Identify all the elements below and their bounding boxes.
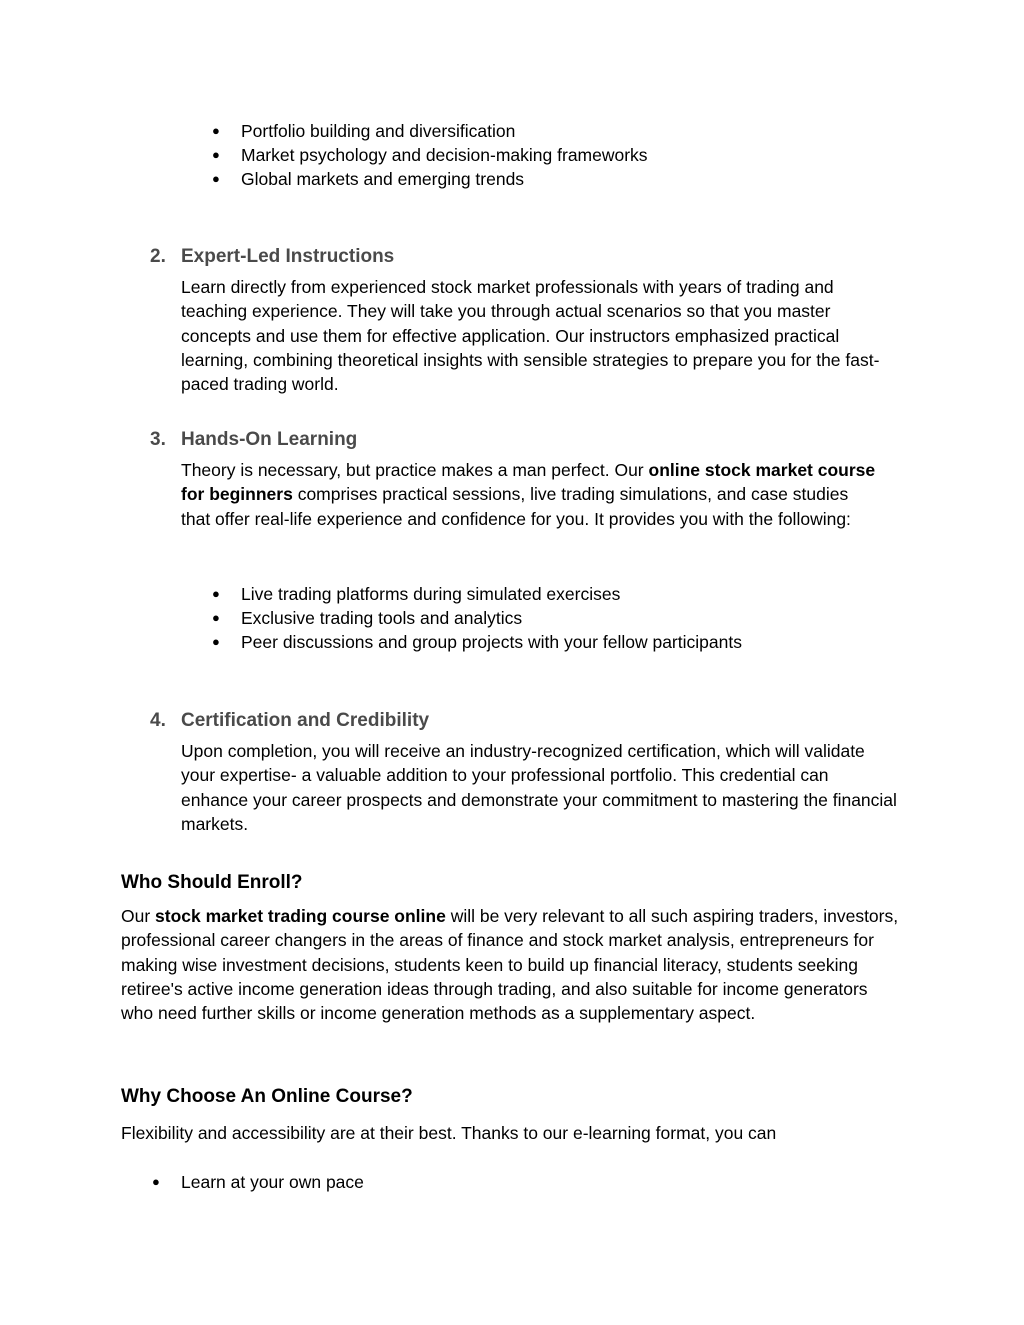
bullet-icon: ● bbox=[212, 171, 220, 186]
list-item: ● Peer discussions and group projects with your fellow participants bbox=[212, 632, 742, 652]
expert-led-paragraph: Learn directly from experienced stock market professionals with years of trading and teaching experience. They will take you through actual scenarios so that you master concepts and use them for effective application. Our instructors emphasized practical learning, combining theoretical insights with sensible strategies to prepare you for the fast-paced trading world. bbox=[181, 277, 880, 395]
hands-on-bullet-list bbox=[212, 582, 742, 654]
list-item: ● Market psychology and decision-making frameworks bbox=[212, 145, 648, 165]
certification-paragraph: Upon completion, you will receive an industry-recognized certification, which will validate your expertise- a valuable addition to your professional portfolio. This credential can enhance your career prospects and demonstrate your commitment to mastering the financial markets. bbox=[181, 741, 897, 834]
section-heading-expert-led: 2. Expert-Led Instructions bbox=[150, 246, 395, 267]
bullet-icon: ● bbox=[212, 586, 220, 601]
bold-keyword: stock market trading course online bbox=[155, 906, 446, 926]
list-item: ● Portfolio building and diversification bbox=[212, 121, 516, 141]
list-item: ● Exclusive trading tools and analytics bbox=[212, 608, 523, 628]
bullet-icon: ● bbox=[212, 634, 220, 649]
bullet-icon: ● bbox=[152, 1174, 160, 1189]
heading-why-online-course: Why Choose An Online Course? bbox=[121, 1086, 413, 1107]
heading-who-should-enroll: Who Should Enroll? bbox=[121, 872, 303, 893]
enroll-paragraph: Our stock market trading course online will be very relevant to all such aspiring traders, investors, professional career changers in the areas of finance and stock market analysis, entrepreneurs for making wise investment decisions, students keen to build up financial literacy, students seeking retiree's active income generation ideas through trading, and also suitable for income generators who need further skills or income generation methods as a supplementary aspect. bbox=[121, 906, 899, 1024]
bullet-icon: ● bbox=[212, 123, 220, 138]
top-bullet-list bbox=[212, 119, 648, 191]
online-intro-paragraph: Flexibility and accessibility are at their best. Thanks to our e-learning format, you can bbox=[121, 1123, 777, 1143]
hands-on-paragraph: Theory is necessary, but practice makes a man perfect. Our online stock market course for beginners comprises practical sessions, live trading simulations, and case studies that offer real-life experience and confidence for you. It provides you with the following: bbox=[181, 460, 876, 529]
bold-keyword: online stock market course for beginners bbox=[181, 460, 876, 505]
section-heading-certification: 4. Certification and Credibility bbox=[150, 710, 430, 731]
section-heading-hands-on: 3. Hands-On Learning bbox=[150, 429, 358, 450]
online-bullet-list bbox=[152, 1170, 364, 1194]
list-item: ● Learn at your own pace bbox=[152, 1172, 364, 1192]
bullet-icon: ● bbox=[212, 147, 220, 162]
list-item: ● Live trading platforms during simulated exercises bbox=[212, 584, 621, 604]
list-item: ● Global markets and emerging trends bbox=[212, 169, 525, 189]
bullet-icon: ● bbox=[212, 610, 220, 625]
